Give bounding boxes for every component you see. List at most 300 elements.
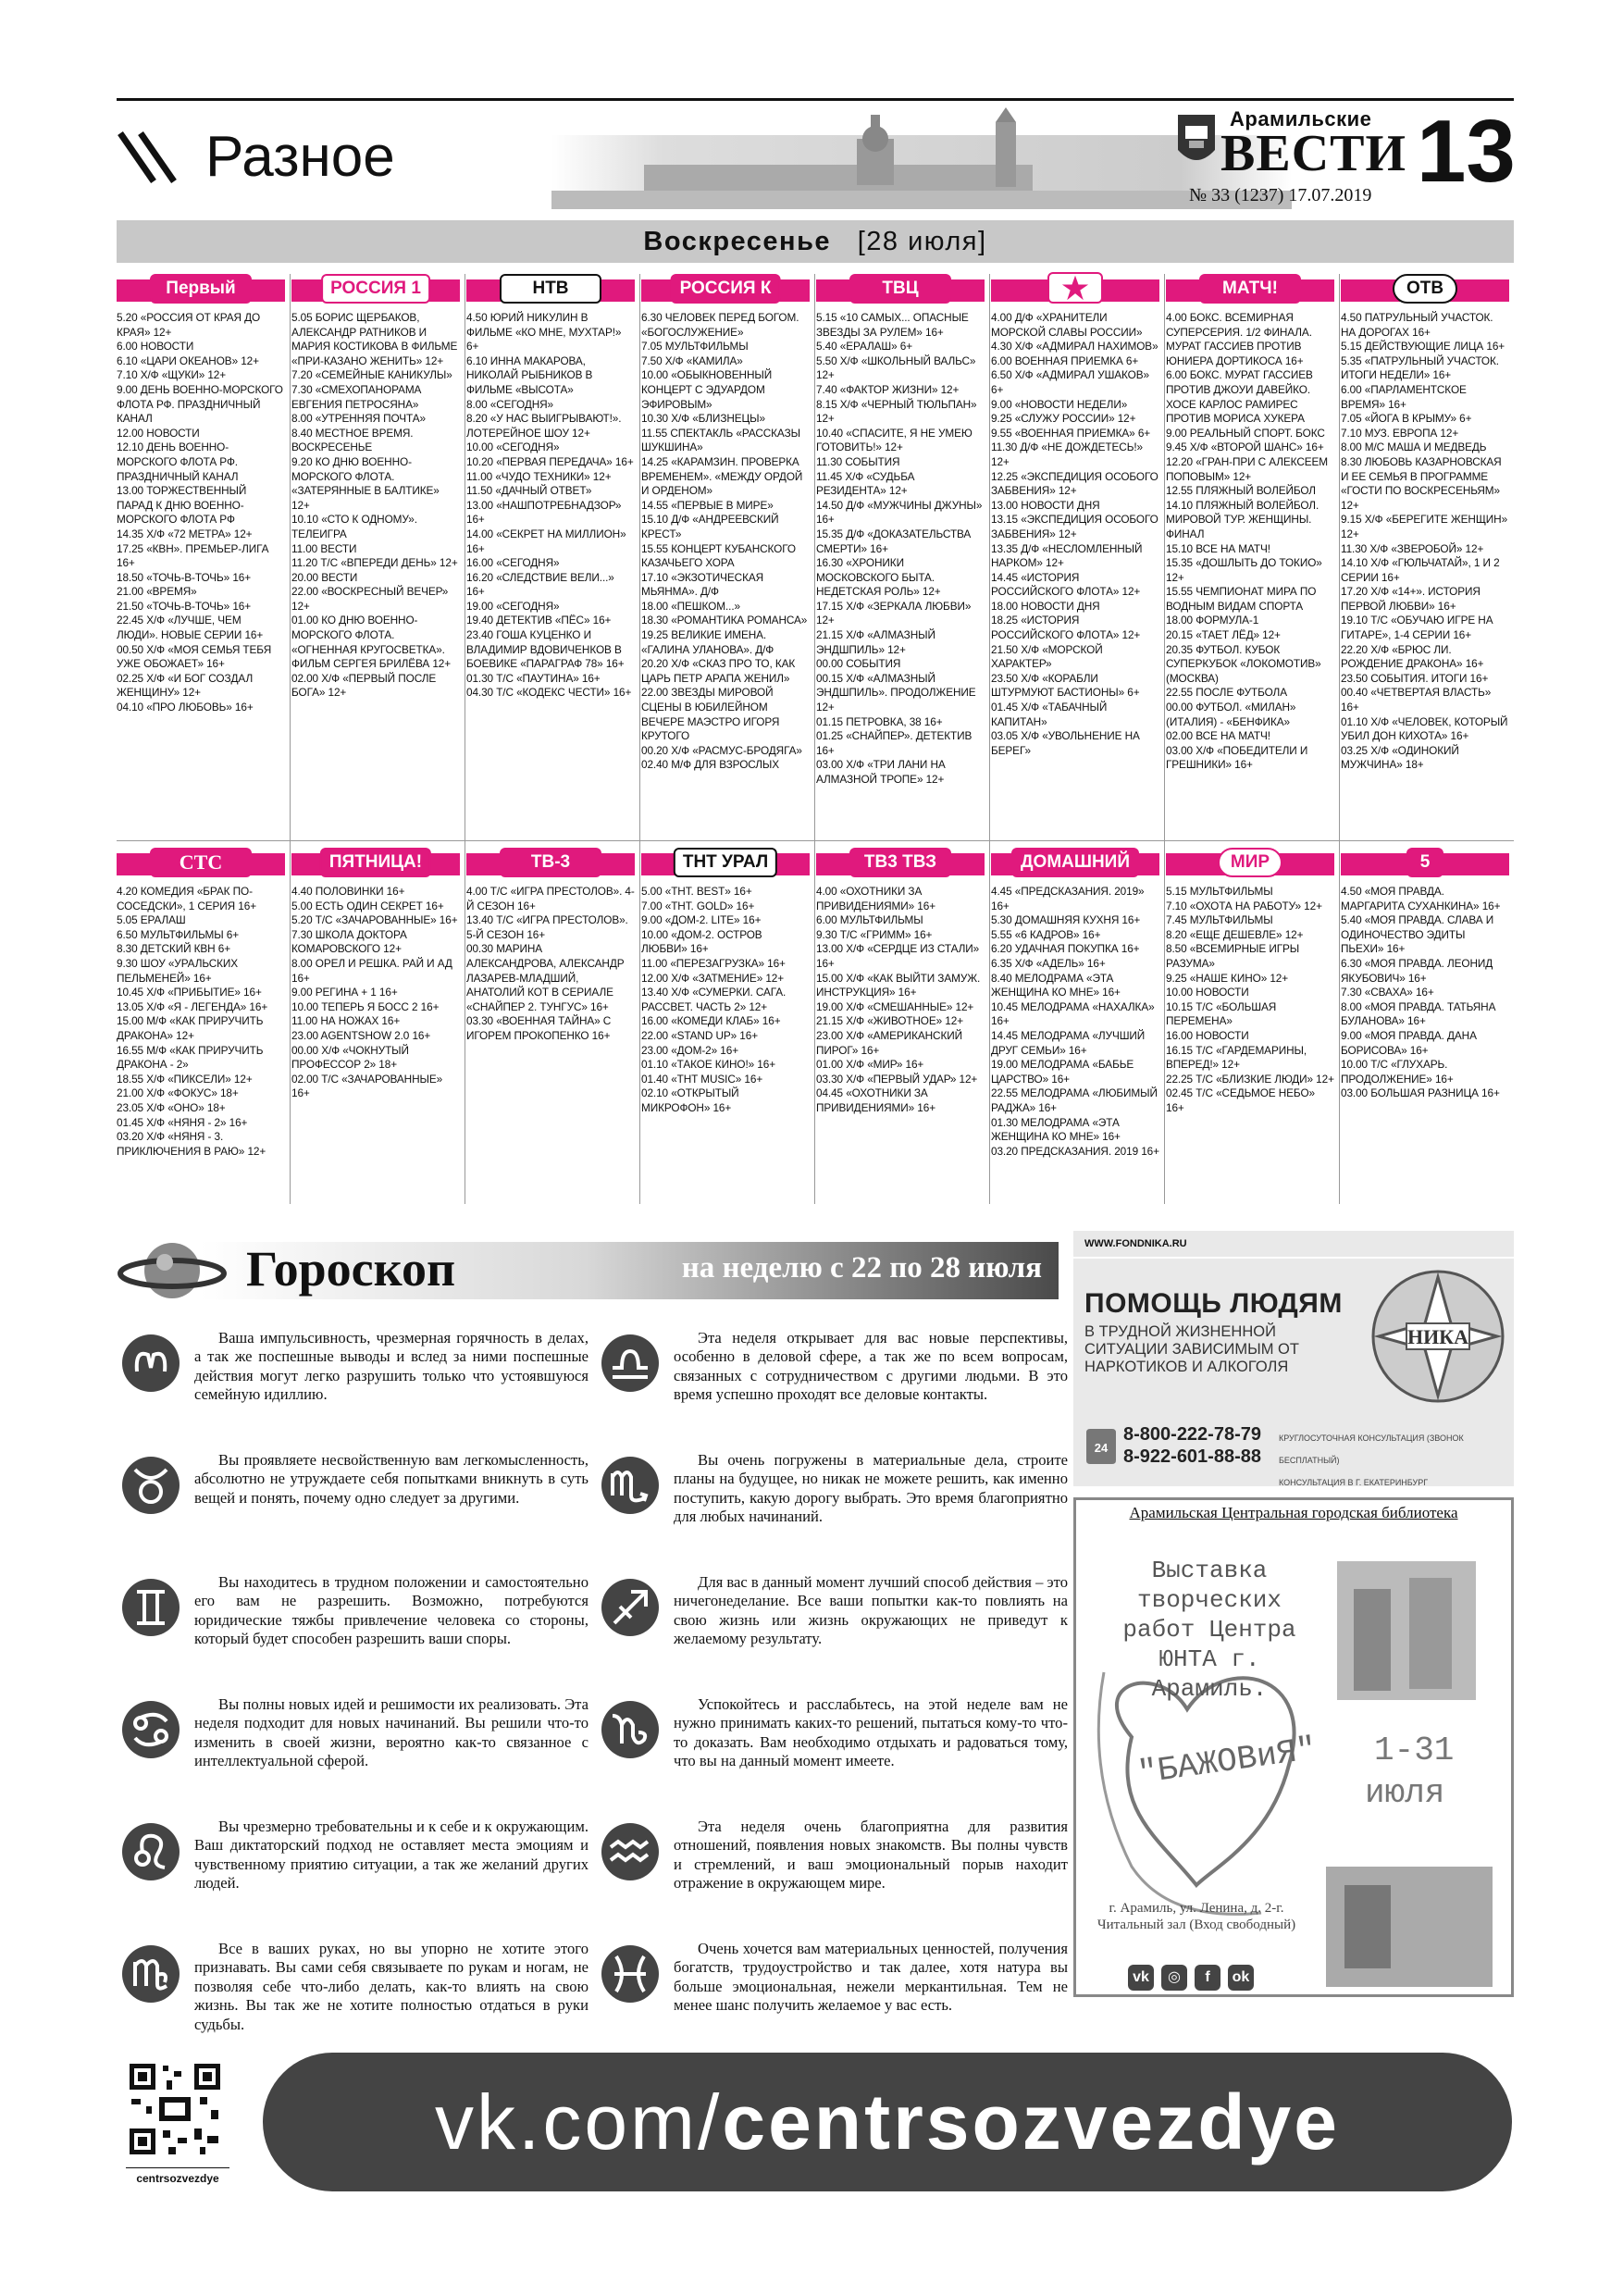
program-item: 01.10 «ТАКОЕ КИНО!» 16+ xyxy=(641,1058,775,1072)
program-item: 6.35 Х/Ф «АДЕЛЬ» 16+ xyxy=(991,956,1106,970)
channel-header xyxy=(1166,274,1334,305)
program-item: 7.05 МУЛЬТФИЛЬМЫ xyxy=(641,340,749,354)
program-item: 11.50 «ДАЧНЫЙ ОТВЕТ» xyxy=(466,484,592,498)
channel-domashny xyxy=(991,848,1159,1159)
program-item: 01.30 МЕЛОДРАМА «ЭТА ЖЕНЩИНА КО МНЕ» 16+ xyxy=(991,1115,1121,1144)
program-item: 19.00 МЕЛОДРАМА «БАБЬЕ ЦАРСТВО» 16+ xyxy=(991,1058,1134,1086)
url-name: centrsozvezdye xyxy=(722,2079,1340,2166)
section-title: Разное xyxy=(205,125,395,189)
program-item: 22.00 ЗВЕЗДЫ МИРОВОЙ СЦЕНЫ В ЮБИЛЕЙНОМ ВЕЧЕРЕ МАЭСТРО ИГОРЯ КРУТОГО xyxy=(641,686,780,743)
program-item: 23.00 AGENTSHOW 2.0 16+ xyxy=(291,1028,431,1042)
channel-header xyxy=(291,274,460,305)
note-2: КОНСУЛЬТАЦИЯ В Г. ЕКАТЕРИНБУРГ xyxy=(1279,1478,1429,1487)
phone-1[interactable]: 8-800-222-78-79 xyxy=(1123,1424,1261,1445)
program-item: 15.10 ВСЕ НА МАТЧ! xyxy=(1166,541,1270,555)
program-item: 6.50 Х/Ф «АДМИРАЛ УШАКОВ» 6+ xyxy=(991,368,1149,396)
program-item: 01.45 Х/Ф «НЯНЯ - 2» 16+ xyxy=(117,1115,248,1129)
channel-rossiya-k xyxy=(641,274,810,773)
instagram-icon[interactable]: ◎ xyxy=(1161,1965,1187,1991)
program-item: 6.20 УДАЧНАЯ ПОКУПКА 16+ xyxy=(991,942,1140,956)
program-item: 19.00 «СЕГОДНЯ» xyxy=(466,599,560,613)
program-item: 6.30 ЧЕЛОВЕК ПЕРЕД БОГОМ. «БОГОСЛУЖЕНИЕ» xyxy=(641,311,799,339)
program-item: 7.10 МУЗ. ЕВРОПА 12+ xyxy=(1341,426,1459,440)
program-list xyxy=(641,885,810,1116)
grid-divider xyxy=(290,274,291,1204)
sign-entry xyxy=(596,1570,1068,1692)
program-item: 04.30 Т/С «КОДЕКС ЧЕСТИ» 16+ xyxy=(466,686,632,700)
program-item: 18.00 ФОРМУЛА-1 xyxy=(1166,614,1259,627)
program-item: 04.10 «ПРО ЛЮБОВЬ» 16+ xyxy=(117,701,254,714)
program-item: 14.10 Х/Ф «ГЮЛЬЧАТАЙ», 1 И 2 СЕРИИ 16+ xyxy=(1341,556,1500,584)
program-item: 14.55 «ПЕРВЫЕ В МИРЕ» xyxy=(641,498,774,512)
program-item: 7.45 МУЛЬТФИЛЬМЫ xyxy=(1166,913,1273,927)
exhibition-dates: 1-31 xyxy=(1374,1731,1455,1769)
program-item: 20.35 ФУТБОЛ. КУБОК СУПЕРКУБОК «ЛОКОМОТИВ» (МОСКВА) xyxy=(1166,642,1321,685)
program-item: 03.25 Х/Ф «ОДИНОКИЙ МУЖЧИНА» 18+ xyxy=(1341,743,1459,772)
sign-entry xyxy=(117,1936,588,2058)
program-item: 11.30 Д/Ф «НЕ ДОЖДЕТЕСЬ!» 12+ xyxy=(991,441,1143,468)
program-list xyxy=(816,885,985,1116)
program-item: 10.15 Т/С «БОЛЬШАЯ ПЕРЕМЕНА» xyxy=(1166,999,1277,1028)
program-item: 13.00 «НАШПОТРЕБНАДЗОР» 16+ xyxy=(466,498,622,527)
program-item: 22.25 Т/С «БЛИЗКИЕ ЛЮДИ» 12+ xyxy=(1166,1072,1334,1086)
program-item: 15.00 Х/Ф «КАК ВЫЙТИ ЗАМУЖ. ИНСТРУКЦИЯ» 16+ xyxy=(816,971,981,999)
program-item: 01.30 Т/С «ПАУТИНА» 16+ xyxy=(466,671,601,685)
program-item: 23.00 Х/Ф «АМЕРИКАНСКИЙ ПИРОГ» 16+ xyxy=(816,1028,962,1057)
program-list xyxy=(117,311,285,715)
program-item: 8.00 ОРЕЛ И РЕШКА. РАЙ И АД 16+ xyxy=(291,956,452,985)
program-item: 00.00 Х/Ф «ЧОКНУТЫЙ ПРОФЕССОР 2» 18+ xyxy=(291,1043,409,1072)
grid-divider xyxy=(639,274,640,1204)
odnoklassniki-icon[interactable]: ok xyxy=(1228,1965,1254,1991)
sign-entry xyxy=(596,1814,1068,1936)
program-item: 01.00 КО ДНЮ ВОЕННО-МОРСКОГО ФЛОТА. «ОГНЕННАЯ КРУГОСВЕТКА». ФИЛЬМ СЕРГЕЯ БРИЛЁВА 12+ xyxy=(291,614,452,671)
program-item: 01.40 «THT MUSIC» 16+ xyxy=(641,1072,763,1086)
sign-entry xyxy=(596,1692,1068,1814)
program-item: 7.10 «ОХОТА НА РАБОТУ» 12+ xyxy=(1166,899,1322,912)
program-item: 15.55 ЧЕМПИОНАТ МИРА ПО ВОДНЫМ ВИДАМ СПОРТА xyxy=(1166,585,1317,613)
program-item: 16.30 «ХРОНИКИ МОСКОВСКОГО БЫТА. НЕДЕТСКАЯ РОЛЬ» 12+ xyxy=(816,556,941,599)
ad-subline: В ТРУДНОЙ ЖИЗНЕННОЙ СИТУАЦИИ ЗАВИСИМЫМ ОТ НАРКОТИКОВ И АЛКОГОЛЯ xyxy=(1084,1323,1299,1375)
program-item: 13.40 Т/С «ИГРА ПРЕСТОЛОВ». 5-Й СЕЗОН 16+ xyxy=(466,913,628,941)
program-item: 9.00 ДЕНЬ ВОЕННО-МОРСКОГО ФЛОТА РФ. ПРАЗДНИЧНЫЙ КАНАЛ xyxy=(117,382,283,426)
program-item: 8.20 «ЕЩЕ ДЕШЕВЛЕ» 12+ xyxy=(1166,927,1304,941)
ad-divider xyxy=(1073,1257,1514,1259)
program-item: 12.25 «ЭКСПЕДИЦИЯ ОСОБОГО ЗАБВЕНИЯ» 12+ xyxy=(991,469,1158,498)
program-item: 10.45 МЕЛОДРАМА «НАХАЛКА» 16+ xyxy=(991,999,1155,1028)
crest-icon xyxy=(1176,113,1217,170)
channel-zvezda xyxy=(991,274,1159,758)
channel-5 xyxy=(1341,848,1509,1101)
program-item: 9.00 «МОЯ ПРАВДА. ДАНА БОРИСОВА» 16+ xyxy=(1341,1028,1477,1057)
channel-header xyxy=(291,848,460,879)
program-item: 5.50 Х/Ф «ШКОЛЬНЫЙ ВАЛЬС» 12+ xyxy=(816,354,976,382)
sign-text: Для вас в данный момент лучший способ действия – это ничегонеделание. Все ваши попытки как-то повлиять на свою жизнь или жизнь окружающих не приведут к желаемому результату. xyxy=(674,1573,1068,1648)
sign-text: Успокойтесь и расслабьтесь, на этой неделе вам не нужно принимать каких-то решений, пытаться кому-то что-то доказать. Вам необходимо отдыхать и радоваться тому, что вы на данный момент имеете. xyxy=(674,1695,1068,1770)
program-item: 21.00 «ВРЕМЯ» xyxy=(117,585,197,599)
program-item: 6.00 БОКС. МУРАТ ГАССИЕВ ПРОТИВ ДЖОУИ ДАВЕЙКО. ХОСЕ КАРЛОС РАМИРЕС ПРОТИВ МОРИСА ХУКЕРА xyxy=(1166,368,1313,426)
program-item: 01.25 «СНАЙПЕР». ДЕТЕКТИВ 16+ xyxy=(816,729,973,757)
channel-header xyxy=(641,848,810,879)
channel-logo: ТВ3 ТВЗ xyxy=(849,848,951,877)
phone-24-icon xyxy=(1084,1427,1118,1466)
channel-logo: 5 xyxy=(1406,848,1443,877)
channel-header xyxy=(117,848,285,879)
program-item: 5.15 «10 САМЫХ... ОПАСНЫЕ ЗВЕЗДЫ ЗА РУЛЕМ» 16+ xyxy=(816,311,969,339)
program-item: 20.20 Х/Ф «СКАЗ ПРО ТО, КАК ЦАРЬ ПЕТР АРАПА ЖЕНИЛ» xyxy=(641,657,796,685)
sign-text: Эта неделя открывает для вас новые перспективы, особенно в деловой сфере, а так же по всем вопросам, связанных с сотрудничеством с другими людьми. В это время успешно проходят все деловые контакты. xyxy=(674,1329,1068,1404)
capricorn-icon xyxy=(600,1699,661,1760)
channel-header xyxy=(466,274,635,305)
program-item: 01.45 Х/Ф «ТАБАЧНЫЙ КАПИТАН» xyxy=(991,701,1108,728)
channel-tnt xyxy=(641,848,810,1116)
program-item: 18.00 «ПЕШКОМ...» xyxy=(641,599,740,613)
qr-code-icon xyxy=(126,2060,224,2158)
program-item: 13.35 Д/Ф «НЕСЛОМЛЕННЫЙ НАРКОМ» 12+ xyxy=(991,541,1143,570)
program-item: 9.00 РЕГИНА + 1 16+ xyxy=(291,986,398,999)
program-item: 18.25 «ИСТОРИЯ РОССИЙСКОГО ФЛОТА» 12+ xyxy=(991,614,1141,642)
sign-text: Вы очень погружены в материальные дела, строите планы на будущее, но никак не можете решить, как именно поступить, какую дорогу выбрать. Это время благоприятно для любых начинаний. xyxy=(674,1451,1068,1526)
brand-big: ВЕСТИ xyxy=(1220,125,1407,182)
ad-library xyxy=(1073,1497,1514,1997)
program-item: 22.55 МЕЛОДРАМА «ЛЮБИМЫЙ РАДЖА» 16+ xyxy=(991,1086,1158,1114)
aquarius-icon xyxy=(600,1821,661,1882)
program-item: 8.00 «МОЯ ПРАВДА. ТАТЬЯНА БУЛАНОВА» 16+ xyxy=(1341,999,1496,1028)
program-item: 6.10 ИННА МАКАРОВА, НИКОЛАЙ РЫБНИКОВ В ФИЛЬМЕ «ВЫСОТА» xyxy=(466,354,593,396)
program-item: 14.45 МЕЛОДРАМА «ЛУЧШИЙ ДРУГ СЕМЬИ» 16+ xyxy=(991,1028,1146,1057)
exhibition-title: "БАЖОВиЯ" xyxy=(1135,1730,1319,1793)
horoscope-header xyxy=(117,1231,1059,1310)
program-item: 4.20 КОМЕДИЯ «БРАК ПО-СОСЕДСКИ», 1 СЕРИЯ 16+ xyxy=(117,885,256,912)
program-item: 04.45 «ОХОТНИКИ ЗА ПРИВИДЕНИЯМИ» 16+ xyxy=(816,1086,936,1114)
channel-logo: НТВ xyxy=(500,274,601,304)
program-item: 8.30 ДЕТСКИЙ КВН 6+ xyxy=(117,942,231,956)
program-item: 5.15 МУЛЬТФИЛЬМЫ xyxy=(1166,885,1273,898)
program-item: 19.00 Х/Ф «СМЕШАННЫЕ» 12+ xyxy=(816,999,974,1013)
program-item: 12.00 Х/Ф «ЗАТМЕНИЕ» 12+ xyxy=(641,971,785,985)
day-name: Воскресенье xyxy=(643,227,832,256)
program-item: 15.35 Д/Ф «ДОКАЗАТЕЛЬСТВА СМЕРТИ» 16+ xyxy=(816,527,972,555)
emblem-text: НИКА xyxy=(1406,1325,1469,1348)
leo-icon xyxy=(120,1821,181,1882)
svg-text:24: 24 xyxy=(1094,1441,1109,1455)
program-item: 17.10 «ЭКЗОТИЧЕСКАЯ МЬЯНМА». Д/Ф xyxy=(641,570,764,599)
program-list xyxy=(291,885,460,1101)
horoscope-title: Гороскоп xyxy=(246,1241,456,1297)
program-item: 8.40 МЕСТНОЕ ВРЕМЯ. ВОСКРЕСЕНЬЕ xyxy=(291,426,414,454)
qr-label: centrsozvezdye xyxy=(126,2167,229,2185)
sign-entry xyxy=(117,1692,588,1814)
program-item: 8.50 «ВСЕМИРНЫЕ ИГРЫ РАЗУМА» xyxy=(1166,942,1300,970)
program-item: 15.55 КОНЦЕРТ КУБАНСКОГО КАЗАЧЬЕГО ХОРА xyxy=(641,541,796,570)
program-item: 19.10 Т/С «ОБУЧАЮ ИГРЕ НА ГИТАРЕ», 1-4 СЕРИИ 16+ xyxy=(1341,614,1493,642)
grid-divider xyxy=(1339,274,1340,1204)
program-item: 5.15 ДЕЙСТВУЮЩИЕ ЛИЦА 16+ xyxy=(1341,340,1505,354)
program-item: 03.00 БОЛЬШАЯ РАЗНИЦА 16+ xyxy=(1341,1086,1500,1100)
program-item: 03.30 Х/Ф «ПЕРВЫЙ УДАР» 12+ xyxy=(816,1072,978,1086)
program-item: 5.05 БОРИС ЩЕРБАКОВ, АЛЕКСАНДР РАТНИКОВ И МАРИЯ КОСТИКОВА В ФИЛЬМЕ «ПРИ-КАЗАНО ЖЕНИТЬ» 12+ xyxy=(291,311,458,367)
program-item: 02.00 Х/Ф «ПЕРВЫЙ ПОСЛЕ БОГА» 12+ xyxy=(291,671,437,700)
program-item: 10.00 «ДОМ-2. ОСТРОВ ЛЮБВИ» 16+ xyxy=(641,927,762,956)
channel-sts xyxy=(117,848,285,1159)
program-item: 8.20 «У НАС ВЫИГРЫВАЮТ!». ЛОТЕРЕЙНОЕ ШОУ 12+ xyxy=(466,412,622,440)
program-item: 11.00 «ПЕРЕЗАГРУЗКА» 16+ xyxy=(641,956,786,970)
program-item: 17.15 Х/Ф «ЗЕРКАЛА ЛЮБВИ» 12+ xyxy=(816,599,972,627)
program-item: 6.10 «ЦАРИ ОКЕАНОВ» 12+ xyxy=(117,354,259,367)
tv-program-grid xyxy=(117,274,1514,1204)
ad-phones xyxy=(1123,1423,1261,1468)
channel-logo: МИР xyxy=(1218,848,1282,877)
program-item: 13.05 Х/Ф «Я - ЛЕГЕНДА» 16+ xyxy=(117,999,268,1013)
grid-divider xyxy=(1164,274,1165,1204)
program-item: 5.35 «ПАТРУЛЬНЫЙ УЧАСТОК. ИТОГИ НЕДЕЛИ» 16+ xyxy=(1341,354,1499,382)
program-item: 03.20 ПРЕДСКАЗАНИЯ. 2019 16+ xyxy=(991,1144,1159,1158)
channel-logo: ТНТ УРАЛ xyxy=(674,848,777,877)
program-item: 4.00 Т/С «ИГРА ПРЕСТОЛОВ». 4-Й СЕЗОН 16+ xyxy=(466,885,635,912)
program-item: 9.30 Т/С «ГРИММ» 16+ xyxy=(816,927,933,941)
program-item: 9.45 Х/Ф «ВТОРОЙ ШАНС» 16+ xyxy=(1166,441,1324,454)
program-item: 16.20 «СЛЕДСТВИЕ ВЕЛИ...» 16+ xyxy=(466,570,614,599)
libra-icon xyxy=(600,1333,661,1394)
program-item: 02.40 М/Ф ДЛЯ ВЗРОСЛЫХ xyxy=(641,758,780,772)
program-item: 5.00 ЕСТЬ ОДИН СЕКРЕТ 16+ xyxy=(291,899,444,912)
program-item: 13.00 НОВОСТИ ДНЯ xyxy=(991,498,1100,512)
library-address: г. Арамиль, ул. Ленина, д. 2-г. Читальный зал (Вход свободный) xyxy=(1096,1901,1296,1932)
sign-entry xyxy=(117,1447,588,1570)
program-item: 17.20 Х/Ф «14+». ИСТОРИЯ ПЕРВОЙ ЛЮБВИ» 16+ xyxy=(1341,585,1481,613)
program-item: 03.00 Х/Ф «ТРИ ЛАНИ НА АЛМАЗНОЙ ТРОПЕ» 12+ xyxy=(816,758,946,786)
channel-header xyxy=(641,274,810,305)
channel-logo: ДОМАШНИЙ xyxy=(1011,848,1139,877)
program-item: 10.10 «СТО К ОДНОМУ». ТЕЛЕИГРА xyxy=(291,513,417,540)
program-item: 18.00 НОВОСТИ ДНЯ xyxy=(991,599,1100,613)
star-icon xyxy=(1047,272,1103,304)
channel-header xyxy=(816,848,985,879)
sign-text: Ваша импульсивность, чрезмерная горячность в делах, а так же поспешные выводы и вслед за ними поспешные действия могут легко разрушить только что устоявшуюся семейную идиллию. xyxy=(194,1329,588,1404)
program-list xyxy=(1341,885,1509,1101)
program-item: 01.10 Х/Ф «ЧЕЛОВЕК, КОТОРЫЙ УБИЛ ДОН КИХОТА» 16+ xyxy=(1341,714,1508,743)
channel-tv3 xyxy=(466,848,635,1044)
pisces-icon xyxy=(600,1943,661,2004)
program-item: 23.50 СОБЫТИЯ. ИТОГИ 16+ xyxy=(1341,671,1489,685)
nika-emblem-icon xyxy=(1369,1268,1506,1405)
program-item: 8.40 МЕЛОДРАМА «ЭТА ЖЕНЩИНА КО МНЕ» 16+ xyxy=(991,971,1121,999)
planet-icon xyxy=(117,1231,228,1310)
program-item: 02.45 Т/С «СЕДЬМОЕ НЕБО» 16+ xyxy=(1166,1086,1315,1114)
program-item: 4.45 «ПРЕДСКАЗАНИЯ. 2019» 16+ xyxy=(991,885,1145,912)
program-item: 10.00 ТЕПЕРЬ Я БОСС 2 16+ xyxy=(291,999,440,1013)
program-item: 9.15 Х/Ф «БЕРЕГИТЕ ЖЕНЩИН» 12+ xyxy=(1341,513,1508,540)
program-item: 12.55 ПЛЯЖНЫЙ ВОЛЕЙБОЛ xyxy=(1166,484,1316,498)
program-item: 22.00 «STAND UP» 16+ xyxy=(641,1028,758,1042)
program-item: 6.00 ВОЕННАЯ ПРИЕМКА 6+ xyxy=(991,354,1139,367)
program-item: 4.00 «ОХОТНИКИ ЗА ПРИВИДЕНИЯМИ» 16+ xyxy=(816,885,936,912)
program-item: 6.50 МУЛЬТФИЛЬМЫ 6+ xyxy=(117,927,240,941)
sign-entry xyxy=(596,1936,1068,2058)
program-item: 02.10 «ОТКРЫТЫЙ МИКРОФОН» 16+ xyxy=(641,1086,739,1114)
program-item: 15.35 «ДОШЛЫТЬ ДО ТОКИО» 12+ xyxy=(1166,556,1322,584)
program-item: 21.50 Х/Ф «МОРСКОЙ ХАРАКТЕР» xyxy=(991,642,1103,671)
program-item: 15.10 Д/Ф «АНДРЕЕВСКИЙ КРЕСТ» xyxy=(641,513,779,540)
program-item: 22.45 Х/Ф «ЛУЧШЕ, ЧЕМ ЛЮДИ». НОВЫЕ СЕРИИ 16+ xyxy=(117,614,264,642)
program-list xyxy=(816,311,985,788)
program-item: 4.00 Д/Ф «ХРАНИТЕЛИ МОРСКОЙ СЛАВЫ РОССИИ» xyxy=(991,311,1143,339)
program-item: 12.00 НОВОСТИ xyxy=(117,426,200,440)
gemini-icon xyxy=(120,1577,181,1638)
ad-phone-notes xyxy=(1279,1427,1514,1494)
program-item: 12.20 «ГРАН-ПРИ С АЛЕКСЕЕМ ПОПОВЫМ» 12+ xyxy=(1166,454,1329,483)
channel-header xyxy=(466,848,635,879)
program-item: 16.00 «СЕГОДНЯ» xyxy=(466,556,560,570)
program-item: 10.00 Т/С «ГЛУХАРЬ. ПРОДОЛЖЕНИЕ» 16+ xyxy=(1341,1058,1454,1086)
issue-info: № 33 (1237) 17.07.2019 xyxy=(1189,185,1372,205)
program-item: 9.25 «НАШЕ КИНО» 12+ xyxy=(1166,971,1289,985)
program-item: 7.10 Х/Ф «ЩУКИ» 12+ xyxy=(117,368,227,382)
channel-logo: РОССИЯ 1 xyxy=(321,274,430,304)
program-item: 13.00 Х/Ф «СЕРДЦЕ ИЗ СТАЛИ» 16+ xyxy=(816,942,980,970)
program-list xyxy=(1166,311,1334,773)
program-item: 00.20 Х/Ф «РАСМУС-БРОДЯГА» xyxy=(641,743,802,757)
program-item: 4.50 «МОЯ ПРАВДА. МАРГАРИТА СУХАНКИНА» 16+ xyxy=(1341,885,1501,912)
channel-header xyxy=(1341,848,1509,879)
program-item: 5.55 «6 КАДРОВ» 16+ xyxy=(991,927,1101,941)
program-item: 14.35 Х/Ф «72 МЕТРА» 12+ xyxy=(117,527,253,540)
sign-text: Вы полны новых идей и решимости их реализовать. Эта неделя подходит для новых начинаний. Вы решили что-то изменить в своей жизни, вероятно как-то связанное с интеллектуальной сферой. xyxy=(194,1695,588,1770)
channel-ntv xyxy=(466,274,635,701)
horoscope-column-right xyxy=(596,1325,1068,2058)
program-item: 18.50 «ТОЧЬ-В-ТОЧЬ» 16+ xyxy=(117,570,252,584)
program-item: 12.10 ДЕНЬ ВОЕННО-МОРСКОГО ФЛОТА РФ. ПРАЗДНИЧНЫЙ КАНАЛ xyxy=(117,441,239,483)
library-header: Арамильская Центральная городская библиотека xyxy=(1129,1504,1458,1521)
taurus-icon xyxy=(120,1455,181,1516)
program-item: 19.25 ВЕЛИКИЕ ИМЕНА. «ГАЛИНА УЛАНОВА». Д/Ф xyxy=(641,628,774,656)
channel-logo: МАТЧ! xyxy=(1199,274,1301,304)
sign-text: Очень хочется вам материальных ценностей, получения богатств, трудоустройство и так далее, хотя натура вы больше эмоциональная, нежели меркантильная. Тем не менее шанс получить желаемое у вас есть. xyxy=(674,1940,1068,2015)
channel-pervy xyxy=(117,274,285,715)
grid-divider xyxy=(117,840,1514,841)
sign-text: Вы находитесь в трудном положении и самостоятельно его вам не разрешить. Возможно, потребуются юридические тяжбы привлечение человека со стороны, который будет способен разрешить ваши споры. xyxy=(194,1573,588,1648)
program-item: 21.15 Х/Ф «ЖИВОТНОЕ» 12+ xyxy=(816,1014,963,1028)
phone-2[interactable]: 8-922-601-88-88 xyxy=(1123,1446,1261,1467)
program-list xyxy=(991,885,1159,1159)
program-item: 14.45 «ИСТОРИЯ РОССИЙСКОГО ФЛОТА» 12+ xyxy=(991,570,1141,599)
program-item: 22.55 ПОСЛЕ ФУТБОЛА xyxy=(1166,686,1287,700)
program-item: 7.30 «СВАХА» 16+ xyxy=(1341,986,1434,999)
program-item: 22.20 Х/Ф «БРЮС ЛИ. РОЖДЕНИЕ ДРАКОНА» 16+ xyxy=(1341,642,1484,671)
note-1: КРУГЛОСУТОЧНАЯ КОНСУЛЬТАЦИЯ (ЗВОНОК БЕСПЛАТНЫЙ) xyxy=(1279,1433,1464,1465)
program-item: 9.20 КО ДНЮ ВОЕННО-МОРСКОГО ФЛОТА. «ЗАТЕРЯННЫЕ В БАЛТИКЕ» 12+ xyxy=(291,454,440,512)
program-item: 11.45 Х/Ф «СУДЬБА РЕЗИДЕНТА» 12+ xyxy=(816,469,915,498)
sign-entry xyxy=(596,1447,1068,1570)
program-item: 10.40 «СПАСИТЕ, Я НЕ УМЕЮ ГОТОВИТЬ!» 12+ xyxy=(816,426,973,454)
program-item: 11.20 Т/С «ВПЕРЕДИ ДЕНЬ» 12+ xyxy=(291,556,458,570)
program-list xyxy=(991,311,1159,758)
channel-header xyxy=(1166,848,1334,879)
cancer-icon xyxy=(120,1699,181,1760)
sign-text: Вы проявляете несвойственную вам легкомысленность, абсолютно не утруждаете себя попытками вникнуть в суть вещей и понять, почему одно следует за другими. xyxy=(194,1451,588,1507)
program-item: 23.05 Х/Ф «ОНО» 18+ xyxy=(117,1100,226,1114)
program-list xyxy=(641,311,810,773)
program-item: 13.00 ТОРЖЕСТВЕННЫЙ ПАРАД К ДНЮ ВОЕННО-МОРСКОГО ФЛОТА РФ xyxy=(117,484,247,527)
program-item: 18.55 Х/Ф «ПИКСЕЛИ» 12+ xyxy=(117,1072,253,1086)
sign-text: Вы чрезмерно требовательны и к себе и к окружающим. Ваш диктаторский подход не оставляет места эмоциям и чувственному приятию ситуации, а так же желаний других людей. xyxy=(194,1818,588,1893)
program-item: 11.00 ВЕСТИ xyxy=(291,541,357,555)
program-item: 00.00 ФУТБОЛ. «МИЛАН» (ИТАЛИЯ) - «БЕНФИКА» xyxy=(1166,701,1296,728)
channel-header xyxy=(1341,274,1509,305)
channel-header xyxy=(816,274,985,305)
sign-text: Все в ваших руках, но вы упорно не хотите этого признавать. Вы сами себя связываете по рукам и ногам, не позволяя себе что-либо делать, как-то влиять на свою жизнь. Вы так же не хотите полностью отдаться в руки судьбы. xyxy=(194,1940,588,2033)
program-item: 01.00 Х/Ф «МИР» 16+ xyxy=(816,1058,924,1072)
program-item: 9.55 «ВОЕННАЯ ПРИЕМКА» 6+ xyxy=(991,426,1151,440)
program-item: 8.15 Х/Ф «ЧЕРНЫЙ ТЮЛЬПАН» 12+ xyxy=(816,397,977,426)
program-item: 4.30 Х/Ф «АДМИРАЛ НАХИМОВ» xyxy=(991,340,1158,354)
ad-site: WWW.FONDNIKA.RU xyxy=(1084,1238,1187,1249)
program-item: 8.30 ЛЮБОВЬ КАЗАРНОВСКАЯ И ЕЕ СЕМЬЯ В ПРОГРАММЕ «ГОСТИ ПО ВОСКРЕСЕНЬЯМ» 12+ xyxy=(1341,454,1502,512)
program-list xyxy=(1341,311,1509,773)
sign-entry xyxy=(117,1570,588,1692)
program-item: 7.30 «СМЕХОПАНОРАМА ЕВГЕНИЯ ПЕТРОСЯНА» xyxy=(291,382,422,411)
program-list xyxy=(117,885,285,1159)
channel-tv3-tvz xyxy=(816,848,985,1116)
channel-otv xyxy=(1341,274,1509,773)
program-item: 6.00 НОВОСТИ xyxy=(117,340,194,354)
program-item: 6.30 «МОЯ ПРАВДА. ЛЕОНИД ЯКУБОВИЧ» 16+ xyxy=(1341,956,1493,985)
page-number: 13 xyxy=(1417,102,1516,201)
program-item: 9.25 «СЛУЖУ РОССИИ» 12+ xyxy=(991,412,1136,426)
program-item: 02.25 Х/Ф «И БОГ СОЗДАЛ ЖЕНЩИНУ» 12+ xyxy=(117,671,254,700)
program-item: 20.15 «ТАЕТ ЛЁД» 12+ xyxy=(1166,628,1281,642)
program-item: 19.40 ДЕТЕКТИВ «ПЁС» 16+ xyxy=(466,614,612,627)
program-item: 03.05 Х/Ф «УВОЛЬНЕНИЕ НА БЕРЕГ» xyxy=(991,729,1140,757)
program-item: 16.55 М/Ф «КАК ПРИРУЧИТЬ ДРАКОНА - 2» xyxy=(117,1043,264,1072)
program-item: 01.15 ПЕТРОВКА, 38 16+ xyxy=(816,714,943,728)
horoscope-dates: на неделю с 22 по 28 июля xyxy=(681,1251,1042,1285)
channel-pyatnitsa xyxy=(291,848,460,1101)
exhibition-text: Выставка творческих работ Центра ЮНТА г. Арамиль. xyxy=(1122,1557,1296,1703)
program-item: 11.30 Х/Ф «ЗВЕРОБОЙ» 12+ xyxy=(1341,541,1484,555)
program-item: 00.30 МАРИНА АЛЕКСАНДРОВА, АЛЕКСАНДР ЛАЗАРЕВ-МЛАДШИЙ, АНАТОЛИЙ КОТ В СЕРИАЛЕ «СНАЙПЕР 2. ТУНГУС» 16+ xyxy=(466,942,625,1013)
channel-mir xyxy=(1166,848,1334,1116)
program-item: 4.50 ПАТРУЛЬНЫЙ УЧАСТОК. НА ДОРОГАХ 16+ xyxy=(1341,311,1493,339)
program-item: 4.50 ЮРИЙ НИКУЛИН В ФИЛЬМЕ «КО МНЕ, МУХТАР!» 6+ xyxy=(466,311,622,354)
newspaper-brand xyxy=(1176,104,1514,210)
program-item: 10.00 «СЕГОДНЯ» xyxy=(466,441,560,454)
program-item: 13.15 «ЭКСПЕДИЦИЯ ОСОБОГО ЗАБВЕНИЯ» 12+ xyxy=(991,513,1158,540)
program-item: 16.15 Т/С «ГАРДЕМАРИНЫ, ВПЕРЕД!» 12+ xyxy=(1166,1043,1307,1072)
channel-logo: Первый xyxy=(150,274,252,304)
sign-entry xyxy=(117,1325,588,1447)
program-item: 18.30 «РОМАНТИКА РОМАНСА» xyxy=(641,614,808,627)
facebook-icon[interactable]: f xyxy=(1195,1965,1220,1991)
vk-icon[interactable]: vk xyxy=(1128,1965,1154,1991)
channel-logo: ТВ-3 xyxy=(500,848,601,877)
program-item: 17.25 «КВН». ПРЕМЬЕР-ЛИГА 16+ xyxy=(117,541,269,570)
program-item: 21.50 «ТОЧЬ-В-ТОЧЬ» 16+ xyxy=(117,599,252,613)
program-list xyxy=(466,311,635,701)
program-item: 14.10 ПЛЯЖНЫЙ ВОЛЕЙБОЛ. МИРОВОЙ ТУР. ЖЕНЩИНЫ. ФИНАЛ xyxy=(1166,498,1319,540)
sign-entry xyxy=(117,1814,588,1936)
program-item: 10.20 «ПЕРВАЯ ПЕРЕДАЧА» 16+ xyxy=(466,454,634,468)
channel-match xyxy=(1166,274,1334,773)
brand-small: Арамильские xyxy=(1230,107,1372,130)
program-item: 5.00 «ТНТ. BEST» 16+ xyxy=(641,885,752,898)
day-bar xyxy=(117,220,1514,263)
horoscope-column-left xyxy=(117,1325,588,2058)
program-item: 5.20 «РОССИЯ ОТ КРАЯ ДО КРАЯ» 12+ xyxy=(117,311,261,339)
vk-link-banner[interactable] xyxy=(263,2053,1512,2191)
program-item: 5.40 «МОЯ ПРАВДА. СЛАВА И ОДИНОЧЕСТВО ЭДИТЫ ПЬЕХИ» 16+ xyxy=(1341,913,1494,956)
program-item: 9.00 РЕАЛЬНЫЙ СПОРТ. БОКС xyxy=(1166,426,1325,440)
